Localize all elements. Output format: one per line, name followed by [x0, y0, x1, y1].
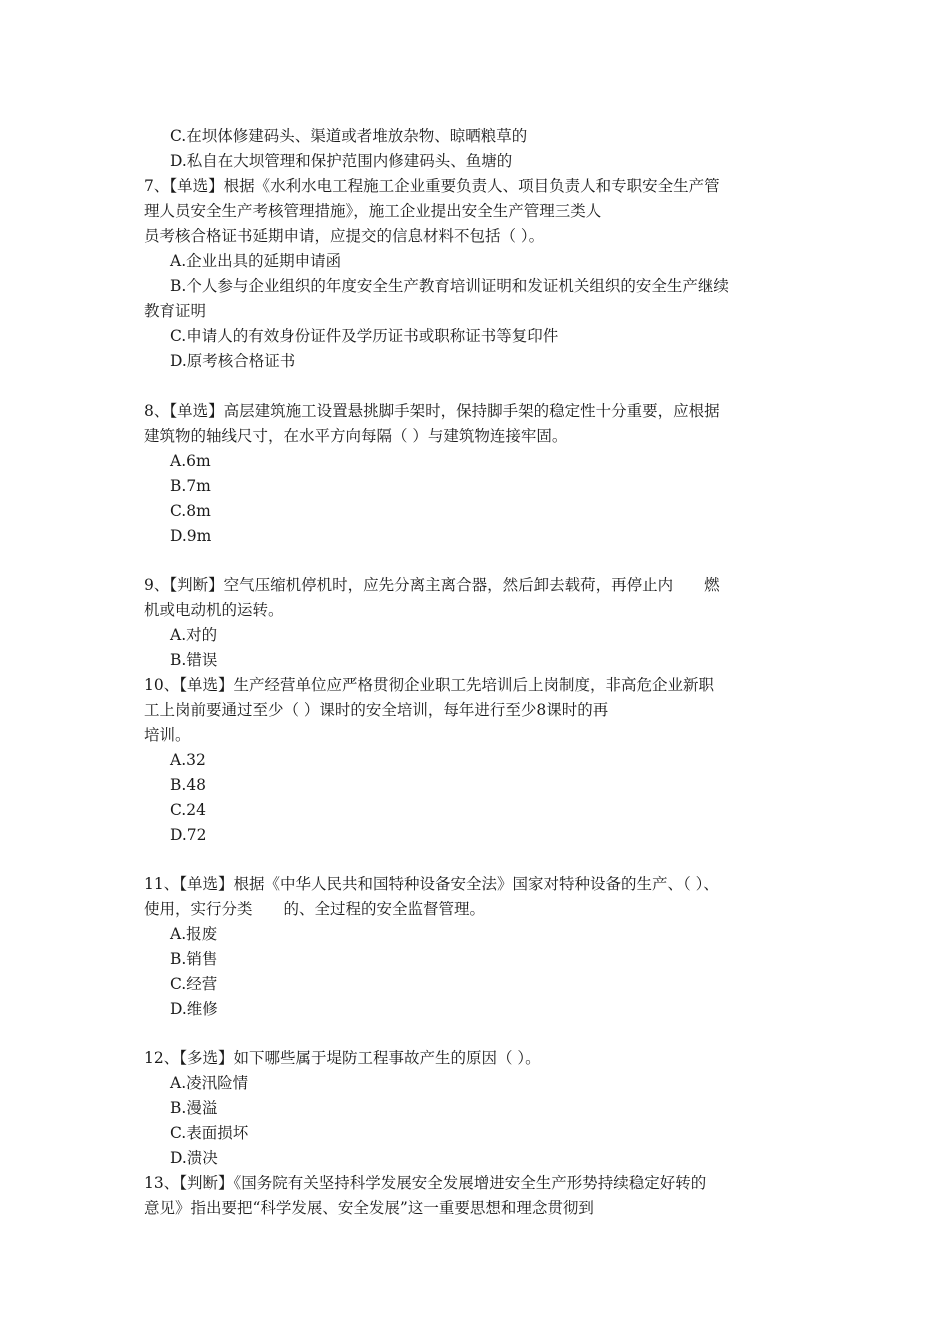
question-line: 12、【多选】如下哪些属于堤防工程事故产生的原因（ ）。: [144, 1049, 541, 1067]
option-line: A.凌汛险情: [170, 1074, 249, 1092]
question-line: 建筑物的轴线尺寸，在水平方向每隔（ ）与建筑物连接牢固。: [144, 427, 568, 445]
question-line: 使用，实行分类 的、全过程的安全监督管理。: [144, 900, 486, 918]
question-line: 9、【判断】空气压缩机停机时，应先分离主离合器，然后卸去载荷，再停止内 燃: [144, 576, 720, 594]
option-line: C.经营: [170, 975, 218, 993]
option-line: B.个人参与企业组织的年度安全生产教育培训证明和发证机关组织的安全生产继续: [170, 277, 729, 295]
option-line: D.私自在大坝管理和保护范围内修建码头、鱼塘的: [170, 152, 513, 170]
option-line: A.报废: [170, 925, 218, 943]
option-line: A.企业出具的延期申请函: [170, 252, 342, 270]
question-line: 工上岗前要通过至少（ ）课时的安全培训，每年进行至少8课时的再: [144, 701, 609, 719]
option-line: C.8m: [170, 502, 211, 520]
option-line: A.对的: [170, 626, 218, 644]
question-line: 员考核合格证书延期申请，应提交的信息材料不包括（ ）。: [144, 227, 545, 245]
question-line: 理人员安全生产考核管理措施》，施工企业提出安全生产管理三类人: [144, 202, 602, 220]
option-line: C.在坝体修建码头、渠道或者堆放杂物、晾晒粮草的: [170, 127, 528, 145]
option-line: D.72: [170, 826, 207, 844]
option-line: A.6m: [170, 452, 211, 470]
option-line: C.申请人的有效身份证件及学历证书或职称证书等复印件: [170, 327, 559, 345]
option-line: D.维修: [170, 1000, 218, 1018]
option-line: C.24: [170, 801, 206, 819]
option-line: B.销售: [170, 950, 218, 968]
option-line: A.32: [170, 751, 206, 769]
question-line: 13、【判断】《国务院有关坚持科学发展安全发展增进安全生产形势持续稳定好转的: [144, 1174, 707, 1192]
question-line: 机或电动机的运转。: [144, 601, 284, 619]
option-line: B.错误: [170, 651, 218, 669]
question-line: 10、【单选】生产经营单位应严格贯彻企业职工先培训后上岗制度，非高危企业新职: [144, 676, 714, 694]
option-line: D.原考核合格证书: [170, 352, 296, 370]
option-line: B.48: [170, 776, 207, 794]
option-line: D.9m: [170, 527, 212, 545]
question-line: 培训。: [144, 726, 191, 744]
question-line: 8、【单选】高层建筑施工设置悬挑脚手架时，保持脚手架的稳定性十分重要，应根据: [144, 402, 720, 420]
option-line: B.7m: [170, 477, 211, 495]
option-continuation-line: 教育证明: [144, 302, 207, 320]
option-line: C.表面损坏: [170, 1124, 249, 1142]
option-line: D.溃决: [170, 1149, 218, 1167]
question-line: 7、【单选】根据《水利水电工程施工企业重要负责人、项目负责人和专职安全生产管: [144, 177, 720, 195]
question-line: 11、【单选】根据《中华人民共和国特种设备安全法》国家对特种设备的生产、（ ）、: [144, 875, 719, 893]
option-line: B.漫溢: [170, 1099, 218, 1117]
question-line: 意见》指出要把“科学发展、安全发展”这一重要思想和理念贯彻到: [144, 1199, 594, 1217]
